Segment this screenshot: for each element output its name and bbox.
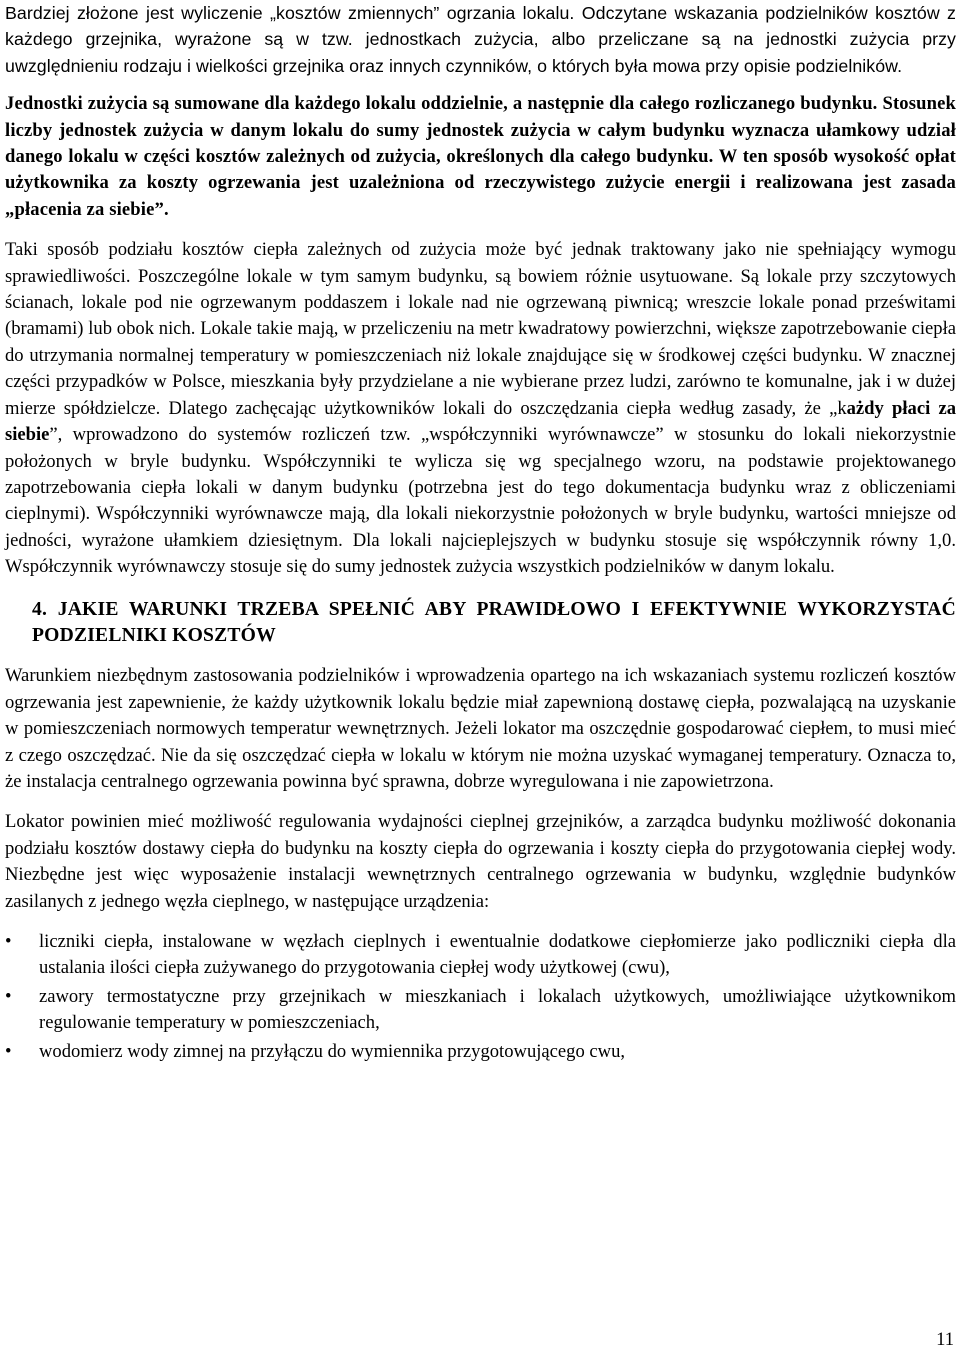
paragraph-compensation-factors: [5, 237, 956, 580]
bullet-icon: •: [5, 1040, 12, 1062]
paragraph-compensation-factors-part2: ”, wprowadzono do systemów rozliczeń tzw. „współczynniki wyrównawcze” w stosunku do lokali niekorzystnie położonych w bryle budynku. Współczynniki te wylicza się wg specjalnego wzoru, na podstawie projektowanego zapotrzebowania ciepła lokali w danym budynku (potrzebna jest do tego dokumentacja budynku wraz z obliczeniami cieplnymi). Współczynniki wyrównawcze mają, dla lokali niekorzystnie położonych w bryle budynku, wartości mniejsze od jedności, wyrażone ułamkiem dziesiętnym. Dla lokali najcieplejszych w budynku stosuje się współczynnik równy 1,0. Współczynnik wyrównawczy stosuje się do sumy jednostek zużycia wszystkich podzielników w danym lokalu.: [5, 424, 956, 578]
list-item-text: wodomierz wody zimnej na przyłączu do wymiennika przygotowującego cwu,: [39, 1040, 626, 1062]
list-item: [5, 929, 956, 982]
equipment-list: [5, 929, 956, 1065]
list-item: [5, 1039, 956, 1065]
page-number: 11: [936, 1329, 954, 1350]
list-item-text: zawory termostatyczne przy grzejnikach w mieszkaniach i lokalach użytkowych, umożliwiające użytkownikom regulowanie temperatury w pomieszczeniach,: [39, 985, 956, 1034]
paragraph-compensation-factors-bold: ażdy płaci za siebie: [5, 397, 956, 446]
bullet-icon: •: [5, 931, 12, 952]
paragraph-consumption-units: [5, 91, 956, 223]
paragraph-compensation-factors-part1: Taki sposób podziału kosztów ciepła zależnych od zużycia może być jednak traktowany jako nie spełniający wymogu sprawiedliwości. Poszczególne lokale w tym samym budynku, są bowiem różnie usytuowane. Są lokale przy szczytowych ścianach, lokale pod nie ogrzewanym poddaszem i lokale nad nie ogrzewaną piwnicą; wreszcie lokale ponad prześwitami (bramami) lub obok nich. Lokale takie mają, w przeliczeniu na metr kwadratowy powierzchni, większe zapotrzebowanie ciepła do utrzymania normalnej temperatury w pomieszczeniach niż lokale znajdujące się w środkowej części budynku. W znacznej części przypadków w Polsce, mieszkania były przydzielane a nie wybierane przez ludzi, zarówno te komunalne, jak i w dużej mierze spółdzielcze. Dlatego zachęcając użytkowników lokali do oszczędzania ciepła według zasady, że „k: [5, 239, 956, 419]
bullet-icon: •: [5, 985, 12, 1007]
paragraph-variable-costs: Bardziej złożone jest wyliczenie „kosztów zmiennych” ogrzania lokalu. Odczytane wskazania podzielników kosztów z każdego grzejnika, wyrażone są w tzw. jednostkach zużycia, albo przeliczane są na jednostki zużycia przy uwzględnieniu rodzaju i wielkości grzejnika oraz innych czynników, o których była mowa przy opisie podzielników.: [5, 3, 956, 76]
list-item-text: liczniki ciepła, instalowane w węzłach cieplnych i ewentualnie dodatkowe ciepłomierze jako podliczniki ciepła dla ustalania ilości ciepła zużywanego do przygotowania ciepłej wody użytkowej (cwu),: [39, 931, 956, 979]
paragraph-requirements: Warunkiem niezbędnym zastosowania podzielników i wprowadzenia opartego na ich wskazaniach systemu rozliczeń kosztów ogrzewania jest zapewnienie, że każdy użytkownik lokalu będzie miał zapewnioną dostawę ciepła, pozwalającą na uzyskanie w pomieszczeniach normowych temperatur wewnętrznych. Jeżeli lokator ma oszczędnie gospodarować ciepłem, to musi mieć z czego oszczędzać. Nie da się oszczędzać ciepła w lokalu w którym nie można uzyskać wymaganej temperatury. Oznacza to, że instalacja centralnego ogrzewania powinna być sprawna, dobrze wyregulowana i nie zapowietrzona.: [5, 665, 956, 792]
section-heading: 4. JAKIE WARUNKI TRZEBA SPEŁNIĆ ABY PRAWIDŁOWO I EFEKTYWNIE WYKORZYSTAĆ PODZIELNIKI KOSZTÓW: [32, 598, 956, 646]
paragraph-consumption-units-lead: Jednostki zużycia są sumowane dla każdego lokalu oddzielnie, a następnie dla całego rozliczanego budynku.: [5, 93, 878, 115]
paragraph-consumption-units-rest: Stosunek liczby jednostek zużycia w danym lokalu do sumy jednostek zużycia w całym budynku wyznacza ułamkowy udział danego lokalu w części kosztów zależnych od zużycia, określonych dla całego budynku. W ten sposób wysokość opłat użytkownika za koszty ogrzewania jest uzależniona od rzeczywistego zużycie energii i realizowana jest zasada „płacenia za siebie”.: [5, 93, 956, 220]
document-page: [5, 0, 956, 1067]
paragraph-equipment: Lokator powinien mieć możliwość regulowania wydajności cieplnej grzejników, a zarządca budynku możliwość dokonania podziału kosztów dostawy ciepła do budynku na koszty ciepła do ogrzewania i koszty ciepła do przygotowania ciepłej wody. Niezbędne jest więc wyposażenie instalacji wewnętrznych centralnego ogrzewania w budynku, względnie budynków zasilanych z jednego węzła cieplnego, w następujące urządzenia:: [5, 811, 956, 912]
list-item: [5, 984, 956, 1037]
